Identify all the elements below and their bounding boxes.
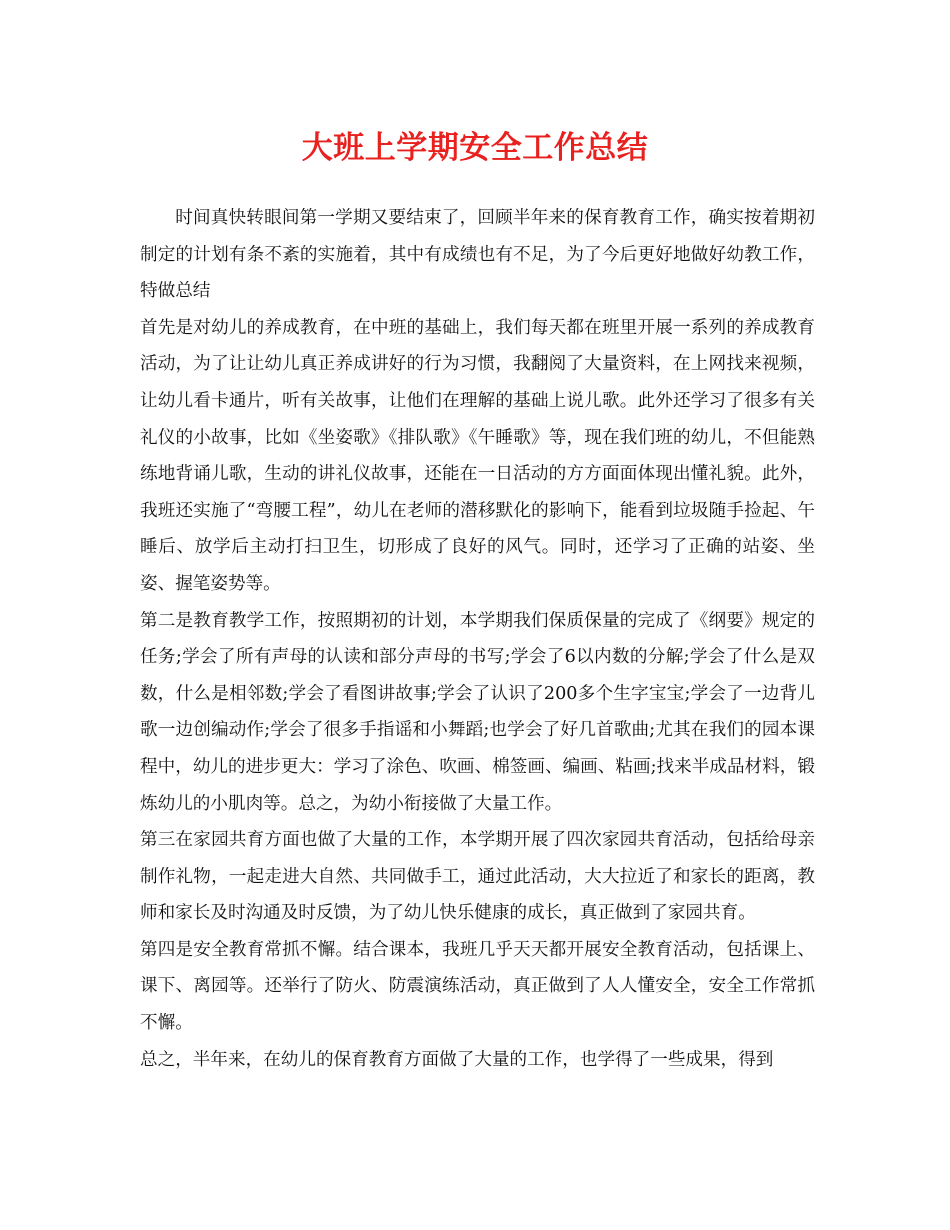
document-body <box>140 200 815 1078</box>
paragraph-intro: 时间真快转眼间第一学期又要结束了，回顾半年来的保育教育工作，确实按着期初制定的计划有条不紊的实施着，其中有成绩也有不足，为了今后更好地做好幼教工作，特做总结 <box>140 208 815 302</box>
document-title: 大班上学期安全工作总结 <box>301 130 649 166</box>
paragraph-conclusion: 总之，半年来，在幼儿的保育教育方面做了大量的工作，也学得了一些成果，得到 <box>140 1049 774 1070</box>
paragraph-home-school: 第三在家园共育方面也做了大量的工作，本学期开展了四次家园共育活动，包括给母亲制作礼物，一起走进大自然、共同做手工，通过此活动，大大拉近了和家长的距离，教师和家长及时沟通及时反馈，为了幼儿快乐健康的成长，真正做到了家园共育。 <box>140 830 815 924</box>
paragraph-safety-education: 第四是安全教育常抓不懈。结合课本，我班几乎天天都开展安全教育活动，包括课上、课下、离园等。还举行了防火、防震演练活动，真正做到了人人懂安全，安全工作常抓不懈。 <box>140 939 815 1034</box>
paragraph-teaching-work: 第二是教育教学工作，按照期初的计划，本学期我们保质保量的完成了《纲要》规定的任务;学会了所有声母的认读和部分声母的书写;学会了6以内数的分解;学会了什么是双数，什么是相邻数;学会了看图讲故事;学会了认识了200多个生字宝宝;学会了一边背儿歌一边创编动作;学会了很多手指谣和小舞蹈;也学会了好几首歌曲;尤其在我们的园本课程中，幼儿的进步更大：学习了涂色、吹画、棉签画、编画、粘画;找来半成品材料，锻炼幼儿的小肌肉等。总之，为幼小衔接做了大量工作。 <box>140 610 815 814</box>
paragraph-habit-education: 首先是对幼儿的养成教育，在中班的基础上，我们每天都在班里开展一系列的养成教育活动，为了让让幼儿真正养成讲好的行为习惯，我翻阅了大量资料，在上网找来视频，让幼儿看卡通片，听有关故事，让他们在理解的基础上说儿歌。此外还学习了很多有关礼仪的小故事，比如《坐姿歌》《排队歌》《午睡歌》等，现在我们班的幼儿，不但能熟练地背诵儿歌，生动的讲礼仪故事，还能在一日活动的方方面面体现出懂礼貌。此外，我班还实施了“弯腰工程”，幼儿在老师的潜移默化的影响下，能看到垃圾随手捡起、午睡后、放学后主动打扫卫生，切形成了良好的风气。同时，还学习了正确的站姿、坐姿、握笔姿势等。 <box>140 317 815 594</box>
